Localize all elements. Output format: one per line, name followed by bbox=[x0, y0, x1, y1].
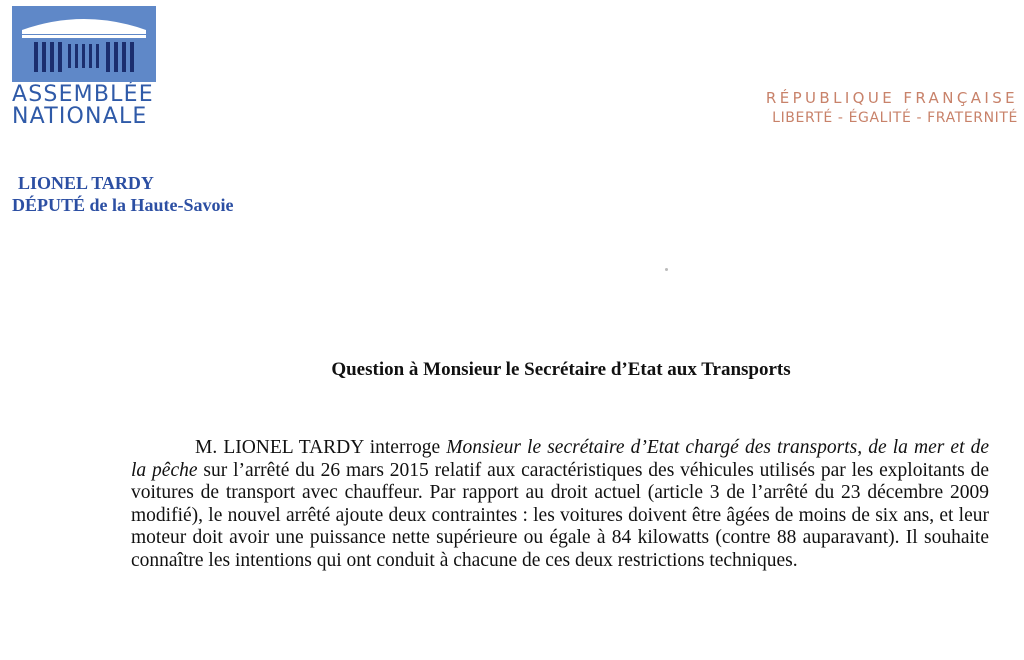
deputy-title: DÉPUTÉ de la Haute-Savoie bbox=[12, 195, 234, 215]
hemicycle-emblem-icon bbox=[12, 6, 156, 82]
logo-line-2: NATIONALE bbox=[12, 104, 148, 129]
republic-name: RÉPUBLIQUE FRANÇAISE bbox=[765, 89, 1018, 107]
republic-motto-text: LIBERTÉ - ÉGALITÉ - FRATERNITÉ bbox=[772, 110, 1018, 126]
deputy-block bbox=[12, 172, 234, 216]
logo-text bbox=[12, 84, 156, 128]
question-body-intro: M. LIONEL TARDY interroge bbox=[195, 437, 447, 458]
republic-motto bbox=[766, 88, 1018, 128]
scan-speck bbox=[665, 268, 668, 271]
question-title: Question à Monsieur le Secrétaire d’Etat aux Transports bbox=[331, 359, 791, 380]
deputy-name: LIONEL TARDY bbox=[18, 173, 154, 193]
question-body-addressee: Monsieur le secrétaire d’Etat chargé des transports, de la mer et de la pêche bbox=[131, 437, 989, 481]
question-body bbox=[131, 437, 989, 572]
logo-line-1: ASSEMBLÉE bbox=[12, 82, 154, 107]
question-body-text: sur l’arrêté du 26 mars 2015 relatif aux caractéristiques des véhicules utilisés par les exploitants de voitures de transport avec chauffeur. Par rapport au droit actuel (article 3 de l’arrêté du 23 décembre 2009 modifié), le nouvel arrêté ajoute deux contraintes : les voitures doivent être âgées de moins de six ans, et leur moteur doit avoir une puissance nette supérieure ou égale à 84 kilowatts (contre 88 auparavant). Il souhaite connaître les intentions qui ont conduit à chacune de ces deux restrictions techniques. bbox=[131, 459, 989, 571]
assemblee-nationale-logo bbox=[12, 6, 156, 128]
